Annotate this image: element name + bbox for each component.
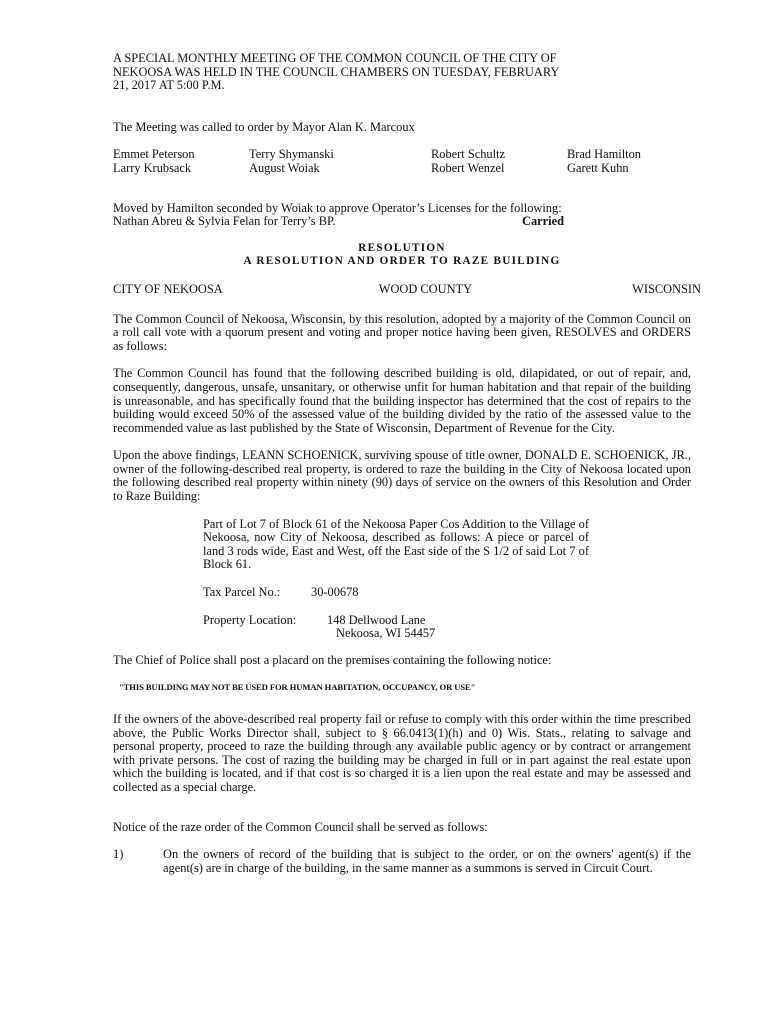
service-intro: Notice of the raze order of the Common Council shall be served as follows: bbox=[113, 819, 488, 834]
property-location bbox=[203, 614, 589, 641]
motion-result: Carried bbox=[522, 214, 564, 229]
header-line-1: A SPECIAL MONTHLY MEETING OF THE COMMON COUNCIL OF THE CITY OF bbox=[113, 51, 557, 65]
attendee: Garett Kuhn bbox=[567, 160, 629, 175]
tax-parcel bbox=[203, 586, 589, 600]
jurisdiction-line bbox=[113, 283, 701, 297]
service-item-number: 1) bbox=[113, 847, 124, 862]
attendee: Brad Hamilton bbox=[567, 147, 641, 162]
tax-parcel-value: 30-00678 bbox=[311, 585, 359, 600]
placard-notice: "THIS BUILDING MAY NOT BE USED FOR HUMAN HABITATION, OCCUPANCY, OR USE" bbox=[119, 682, 476, 693]
state-name: WISCONSIN bbox=[632, 281, 701, 296]
motion-line-2 bbox=[113, 215, 691, 229]
service-item-1 bbox=[113, 848, 691, 875]
resolution-subtitle: A RESOLUTION AND ORDER TO RAZE BUILDING bbox=[243, 255, 561, 268]
city-name: CITY OF NEKOOSA bbox=[113, 281, 223, 296]
tax-parcel-label: Tax Parcel No.: bbox=[203, 585, 281, 600]
service-item-text: On the owners of record of the building that is subject to the order, or on the owners' agent(s) if the agent(s) are in charge of the building, in the same manner as a summons is served in Circuit Court. bbox=[163, 847, 691, 875]
resolution-paragraph-1: The Common Council of Nekoosa, Wisconsin, by this resolution, adopted by a majority of the Common Council on a roll call vote with a quorum present and voting and proper notice having been given, RESOLVES and ORDERS as follows: bbox=[113, 311, 691, 353]
motion-line-1: Moved by Hamilton seconded by Woiak to approve Operator’s Licenses for the following: bbox=[113, 200, 562, 215]
minutes-page bbox=[113, 51, 701, 875]
attendee: Robert Wenzel bbox=[431, 160, 505, 175]
resolution-title: RESOLUTION bbox=[358, 241, 446, 254]
call-to-order: The Meeting was called to order by Mayor Alan K. Marcoux bbox=[113, 119, 415, 134]
county-name: WOOD COUNTY bbox=[378, 281, 473, 296]
resolution-paragraph-3: Upon the above findings, LEANN SCHOENICK, surviving spouse of title owner, DONALD E. SCHOENICK, JR., owner of the following-described real property, is ordered to raze the building in the City of Nekoosa located upon the following described real property within ninety (90) days of service on the owners of this Resolution and Order to Raze Building: bbox=[113, 448, 691, 504]
motion-licensees: Nathan Abreu & Sylvia Felan for Terry’s BP. bbox=[113, 214, 336, 229]
attendee: Robert Schultz bbox=[431, 147, 505, 162]
header-line-2: NEKOOSA WAS HELD IN THE COUNCIL CHAMBERS ON TUESDAY, FEBRUARY bbox=[113, 64, 560, 79]
resolution-paragraph-2: The Common Council has found that the following described building is old, dilapidated, or out of repair, and, consequently, dangerous, unsafe, unsanitary, or otherwise unfit for human habitation and that repair of the building is unreasonable, and has specifically found that the building inspector has determined that the cost of repairs to the building would exceed 50% of the assessed value of the building divided by the ratio of the assessed value to the recommended value as last published by the State of Wisconsin, Department of Revenue for the City. bbox=[113, 366, 691, 435]
header-line-3: 21, 2017 AT 5:00 P.M. bbox=[113, 78, 225, 93]
attendee: Emmet Peterson bbox=[113, 147, 195, 162]
legal-description: Part of Lot 7 of Block 61 of the Nekoosa Paper Cos Addition to the Village of Nekoosa, now City of Nekoosa, described as follows: A piece or parcel of land 3 rods wide, East and West, off the East side of the S 1/2 of said Lot 7 of Block 61. bbox=[203, 516, 589, 572]
attendee-list bbox=[113, 148, 691, 175]
attendee: Larry Krubsack bbox=[113, 160, 192, 175]
property-address-line-1: 148 Dellwood Lane bbox=[327, 612, 426, 627]
property-location-label: Property Location: bbox=[203, 612, 297, 627]
property-address-line-2: Nekoosa, WI 54457 bbox=[336, 626, 436, 641]
attendee: Terry Shymanski bbox=[249, 147, 334, 162]
attendee: August Woiak bbox=[249, 160, 320, 175]
motion-block bbox=[113, 202, 691, 229]
placard-intro: The Chief of Police shall post a placard on the premises containing the following notice: bbox=[113, 652, 552, 667]
resolution-paragraph-4: If the owners of the above-described real property fail or refuse to comply with this order within the time prescribed above, the Public Works Director shall, subject to § 66.0413(1)(h) and 0) Wis. Stats., relating to salvage and personal property, proceed to raze the building through any available public agency or by contract or arrangement with private persons. The cost of razing the building may be charged in full or in part against the real estate upon which the building is located, and if that cost is so charged it is a lien upon the real estate and may be assessed and collected as a special charge. bbox=[113, 712, 691, 794]
meeting-header bbox=[113, 52, 691, 93]
